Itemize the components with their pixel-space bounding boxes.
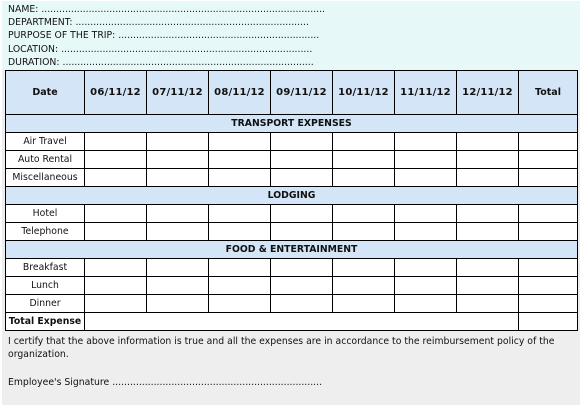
section-row [6, 241, 578, 259]
expense-cell[interactable] [147, 223, 209, 241]
expense-cell[interactable] [271, 295, 333, 313]
section-row [6, 115, 578, 133]
date-header: Date [6, 71, 85, 115]
expense-row-label: Air Travel [6, 133, 85, 151]
department-dots: ............................................................................... [75, 17, 309, 29]
expense-cell[interactable] [395, 223, 457, 241]
signature-label: Employee's Signature [8, 376, 110, 388]
expense-cell[interactable] [85, 133, 147, 151]
expense-cell[interactable] [395, 169, 457, 187]
expense-cell[interactable] [85, 223, 147, 241]
purpose-field: PURPOSE OF THE TRIP: .................................................................... [8, 30, 320, 42]
section-row [6, 187, 578, 205]
expense-cell[interactable] [85, 205, 147, 223]
expense-cell[interactable] [457, 151, 519, 169]
expense-row-label: Hotel [6, 205, 85, 223]
total-header: Total [519, 71, 578, 115]
expense-cell[interactable] [457, 295, 519, 313]
expense-cell[interactable] [395, 277, 457, 295]
expense-cell[interactable] [271, 223, 333, 241]
section-title: FOOD & ENTERTAINMENT [6, 241, 578, 259]
section-title: LODGING [6, 187, 578, 205]
expense-cell[interactable] [271, 205, 333, 223]
expense-cell[interactable] [333, 259, 395, 277]
total-expense-label: Total Expense [6, 313, 85, 331]
row-total-cell[interactable] [519, 151, 578, 169]
expense-cell[interactable] [147, 169, 209, 187]
expense-row-label: Dinner [6, 295, 85, 313]
expense-cell[interactable] [333, 151, 395, 169]
header-row [6, 71, 578, 115]
expense-row [6, 169, 578, 187]
date-header-1: 07/11/12 [147, 71, 209, 115]
expense-cell[interactable] [333, 133, 395, 151]
expense-cell[interactable] [209, 151, 271, 169]
expense-cell[interactable] [147, 277, 209, 295]
expense-cell[interactable] [85, 259, 147, 277]
expense-cell[interactable] [395, 133, 457, 151]
expense-cell[interactable] [209, 169, 271, 187]
expense-cell[interactable] [147, 205, 209, 223]
expense-cell[interactable] [209, 277, 271, 295]
expense-cell[interactable] [209, 205, 271, 223]
date-header-3: 09/11/12 [271, 71, 333, 115]
trip-info-header [2, 1, 580, 70]
expense-cell[interactable] [85, 169, 147, 187]
total-expense-span-cell[interactable] [85, 313, 519, 331]
duration-dots: ..................................................................................... [62, 56, 314, 68]
expense-cell[interactable] [457, 259, 519, 277]
date-header-0: 06/11/12 [85, 71, 147, 115]
expense-row [6, 133, 578, 151]
date-header-6: 12/11/12 [457, 71, 519, 115]
footer [2, 331, 568, 389]
expense-row [6, 223, 578, 241]
expense-row-label: Breakfast [6, 259, 85, 277]
expense-cell[interactable] [209, 295, 271, 313]
expense-cell[interactable] [333, 295, 395, 313]
expense-cell[interactable] [85, 151, 147, 169]
expense-cell[interactable] [147, 259, 209, 277]
expense-cell[interactable] [457, 223, 519, 241]
name-dots: ................................................................................................ [41, 4, 326, 15]
row-total-cell[interactable] [519, 223, 578, 241]
duration-field: DURATION: ..................................................................................... [8, 56, 314, 68]
expense-cell[interactable] [333, 223, 395, 241]
expense-table [5, 70, 578, 331]
expense-cell[interactable] [333, 277, 395, 295]
expense-cell[interactable] [209, 259, 271, 277]
expense-cell[interactable] [271, 277, 333, 295]
row-total-cell[interactable] [519, 295, 578, 313]
grand-total-cell[interactable] [519, 313, 578, 331]
expense-cell[interactable] [271, 169, 333, 187]
expense-cell[interactable] [333, 169, 395, 187]
expense-row [6, 259, 578, 277]
expense-row [6, 295, 578, 313]
expense-cell[interactable] [457, 133, 519, 151]
date-header-5: 11/11/12 [395, 71, 457, 115]
purpose-dots: .................................................................... [118, 30, 320, 42]
expense-cell[interactable] [271, 133, 333, 151]
expense-row [6, 151, 578, 169]
name-field: NAME: ................................................................................................ [8, 4, 326, 15]
expense-row-label: Auto Rental [6, 151, 85, 169]
department-field: DEPARTMENT: ............................................................................... [8, 17, 309, 29]
location-dots: ..................................................................................... [61, 43, 313, 55]
signature-dots: ....................................................................... [112, 376, 323, 388]
row-total-cell[interactable] [519, 133, 578, 151]
row-total-cell[interactable] [519, 277, 578, 295]
row-total-cell[interactable] [519, 169, 578, 187]
expense-cell[interactable] [85, 295, 147, 313]
purpose-label: PURPOSE OF THE TRIP [8, 30, 113, 42]
expense-cell[interactable] [333, 205, 395, 223]
expense-cell[interactable] [271, 151, 333, 169]
row-total-cell[interactable] [519, 205, 578, 223]
expense-cell[interactable] [147, 151, 209, 169]
certification-text: I certify that the above information is true and all the expenses are in accordance to the reimbursement policy of the organization. [8, 336, 555, 361]
expense-cell[interactable] [395, 295, 457, 313]
expense-report-sheet [2, 1, 580, 405]
row-total-cell[interactable] [519, 259, 578, 277]
expense-cell[interactable] [457, 205, 519, 223]
expense-cell[interactable] [147, 295, 209, 313]
name-label: NAME [8, 4, 36, 15]
department-label: DEPARTMENT [8, 17, 70, 29]
section-title: TRANSPORT EXPENSES [6, 115, 578, 133]
expense-cell[interactable] [271, 259, 333, 277]
total-expense-row [6, 313, 578, 331]
date-header-4: 10/11/12 [333, 71, 395, 115]
expense-row-label: Miscellaneous [6, 169, 85, 187]
signature-line [8, 376, 568, 389]
expense-cell[interactable] [85, 277, 147, 295]
location-label: LOCATION [8, 43, 55, 55]
expense-cell[interactable] [395, 205, 457, 223]
expense-cell[interactable] [457, 277, 519, 295]
expense-cell[interactable] [457, 169, 519, 187]
expense-cell[interactable] [209, 223, 271, 241]
expense-cell[interactable] [147, 133, 209, 151]
expense-cell[interactable] [395, 259, 457, 277]
expense-row-label: Lunch [6, 277, 85, 295]
expense-row-label: Telephone [6, 223, 85, 241]
duration-label: DURATION [8, 56, 57, 68]
expense-cell[interactable] [395, 151, 457, 169]
expense-row [6, 277, 578, 295]
expense-cell[interactable] [209, 133, 271, 151]
location-field: LOCATION: ..................................................................................... [8, 43, 313, 55]
expense-row [6, 205, 578, 223]
date-header-2: 08/11/12 [209, 71, 271, 115]
